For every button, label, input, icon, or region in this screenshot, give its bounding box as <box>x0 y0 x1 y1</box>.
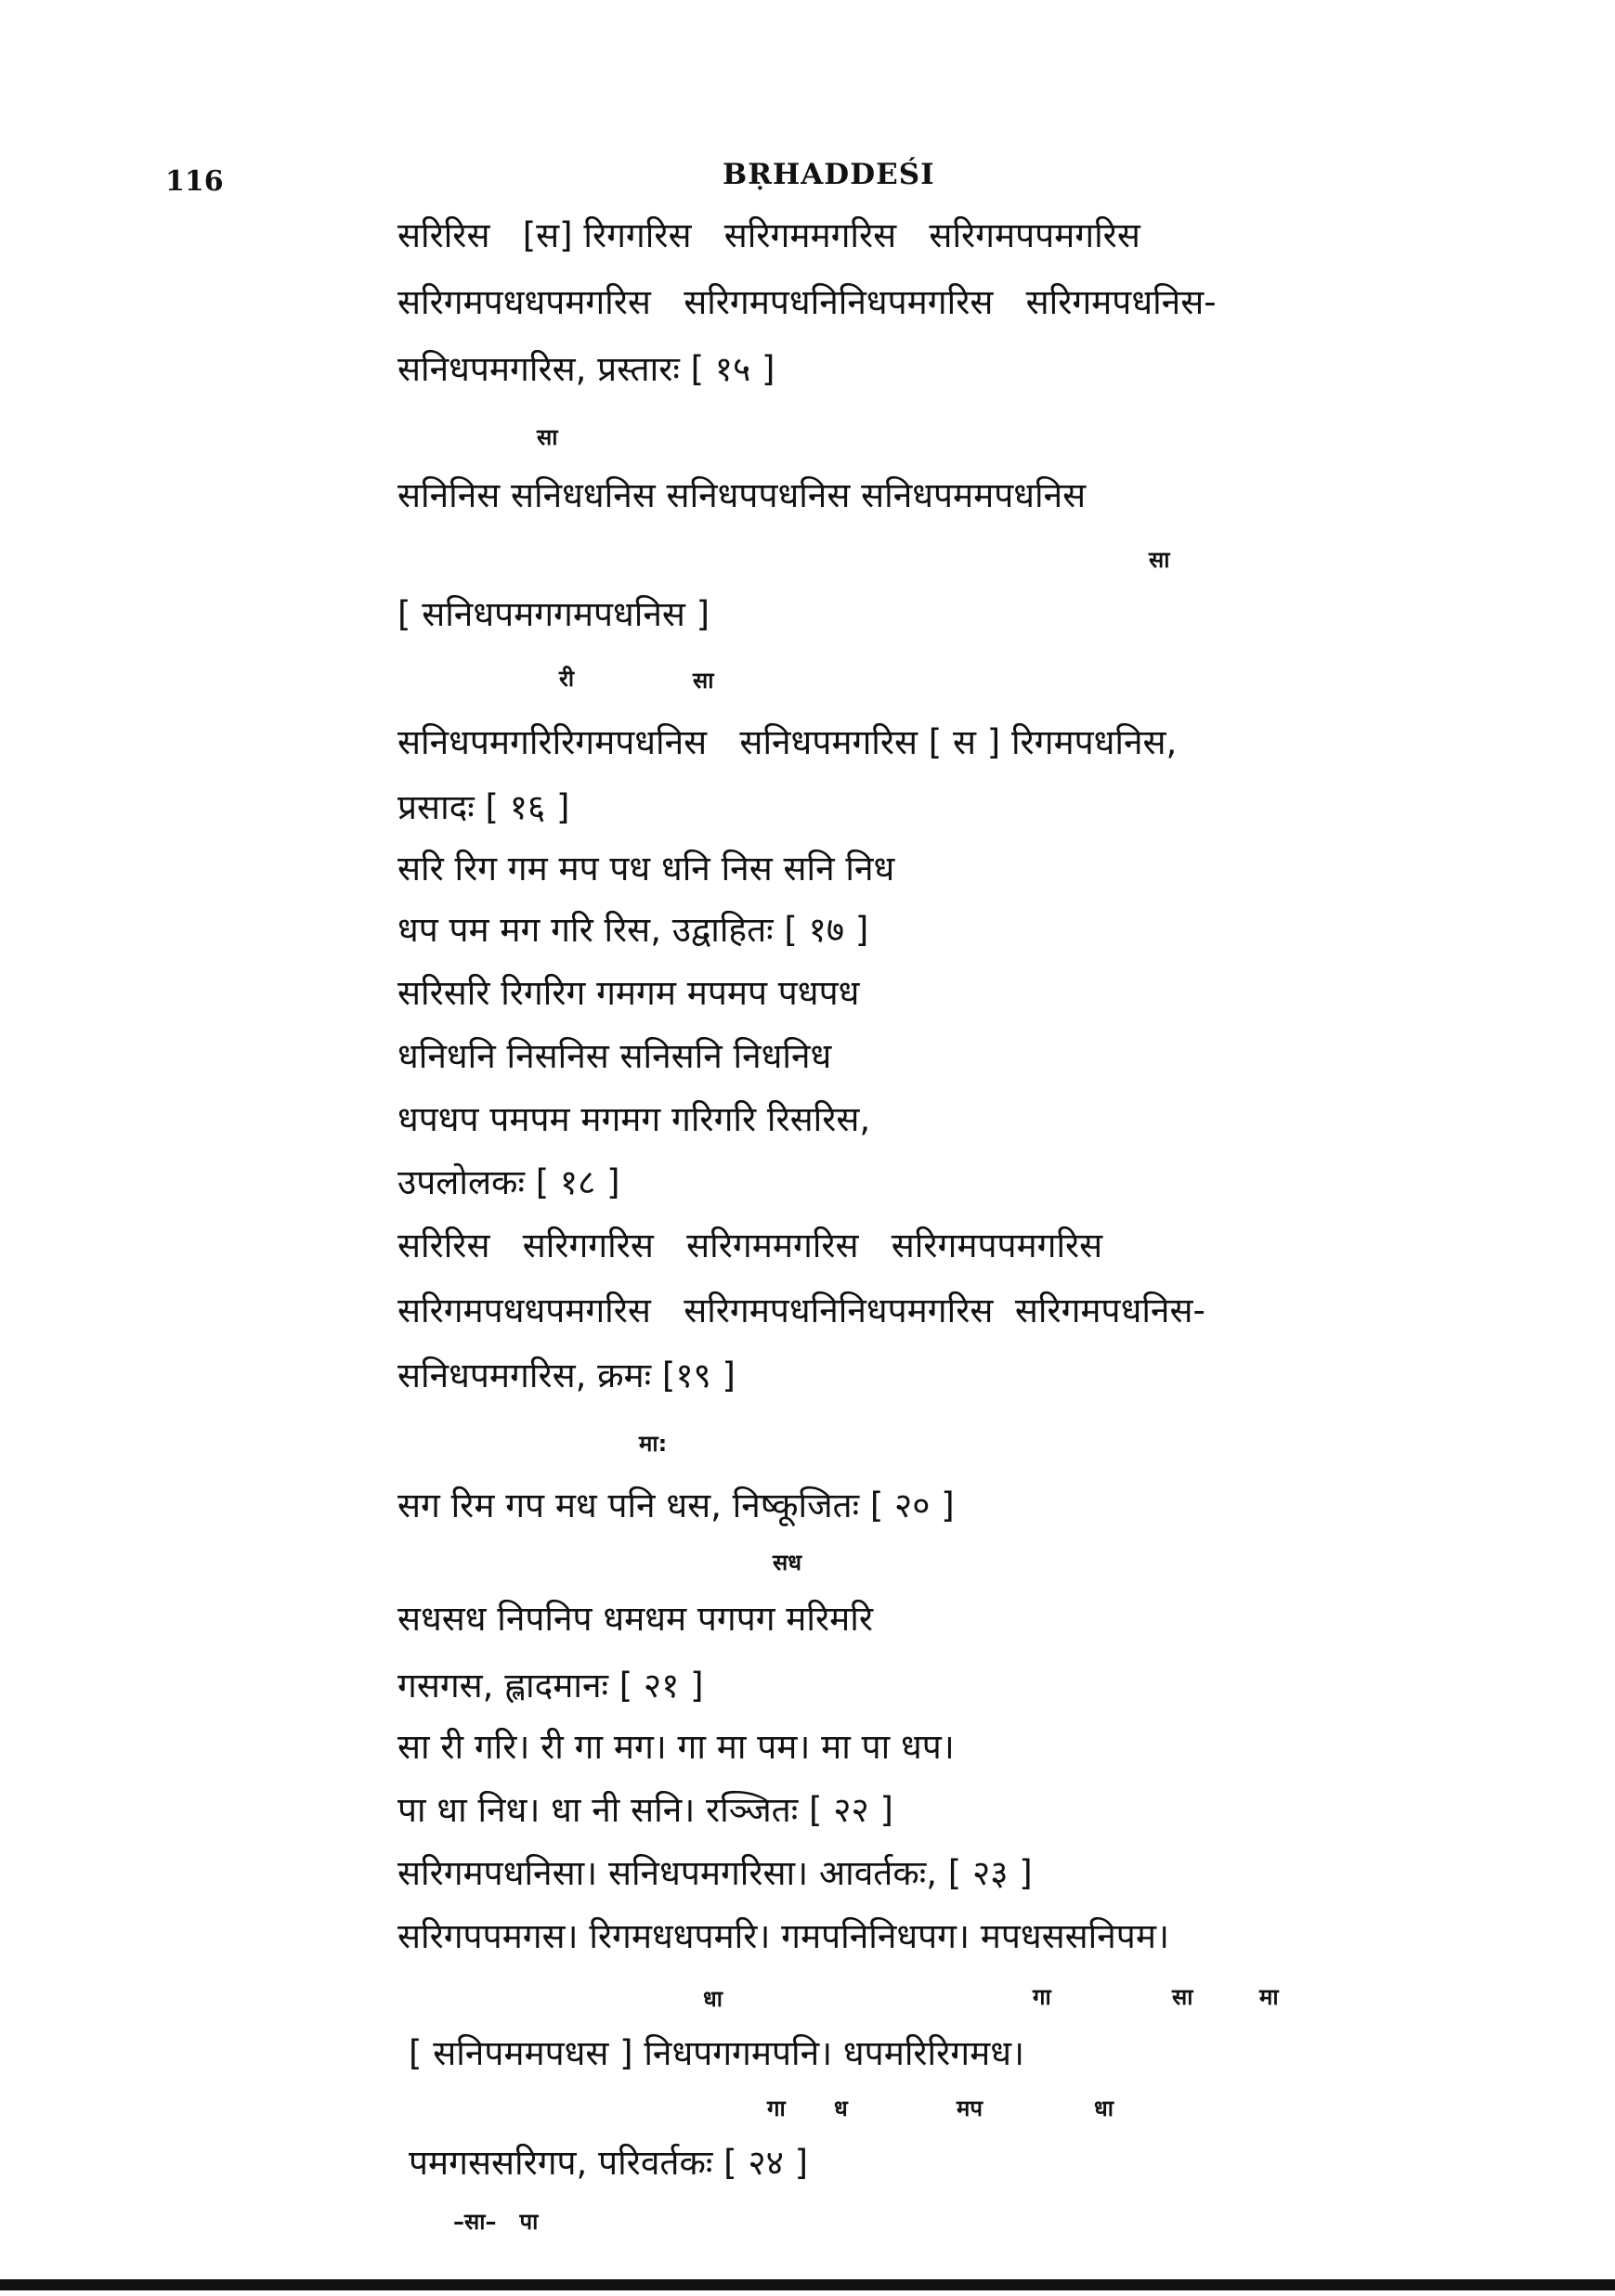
text-line: धनिधनि निसनिस सनिसनि निधनिध <box>397 1036 832 1076</box>
text-line: सरिगमपधधपमगरिस सरिगमपधनिनिधपमगरिस सरिगमपधनिस- <box>397 282 1217 322</box>
superscript-note: मा <box>1259 1984 1279 2010</box>
superscript-note: सा <box>1149 547 1170 573</box>
text-line: सनिनिस सनिधधनिस सनिधपपधनिस सनिधपममपधनिस <box>397 475 1087 515</box>
text-line: गसगस, ह्लादमानः [ २१ ] <box>397 1666 704 1706</box>
running-head: BṚHADDEŚI <box>723 158 935 191</box>
text-line: सग रिम गप मध पनि धस, निष्कूजितः [ २० ] <box>397 1485 955 1525</box>
text-line: [ सनिपममपधस ] निधपगगमपनि। धपमरिरिगमध। <box>409 2033 1024 2073</box>
superscript-note: मप <box>957 2095 983 2121</box>
superscript-note: री <box>559 666 575 692</box>
superscript-note: गा <box>767 2095 786 2121</box>
text-line: सधसध निपनिप धमधम पगपग मरिमरि <box>397 1599 873 1639</box>
superscript-note: सा <box>1172 1984 1193 2010</box>
superscript-note: –सा– पा <box>453 2209 539 2235</box>
superscript-note: धा <box>1094 2095 1114 2121</box>
text-line: सनिधपमगरिरिगमपधनिस सनिधपमगरिस [ स ] रिगमपधनिस, <box>397 722 1178 762</box>
text-line: सा री गरि। री गा मग। गा मा पम। मा पा धप। <box>397 1727 955 1767</box>
text-line: सरिरिस सरिगगरिस सरिगममगरिस सरिगमपपमगरिस <box>397 1226 1103 1265</box>
text-line: सरि रिग गम मप पध धनि निस सनि निध <box>397 849 895 889</box>
text-line: धप पम मग गरि रिस, उद्वाहितः [ १७ ] <box>397 910 869 950</box>
text-line: सनिधपमगरिस, प्रस्तारः [ १५ ] <box>397 349 775 389</box>
superscript-note: सध <box>773 1550 801 1576</box>
text-line: धपधप पमपम मगमग गरिगरि रिसरिस, <box>397 1099 871 1139</box>
text-line: सरिगमपधनिसा। सनिधपमगरिसा। आवर्तकः, [ २३ ] <box>397 1853 1033 1893</box>
superscript-note: ध <box>834 2095 848 2121</box>
text-line: सरिगमपधधपमगरिस सरिगमपधनिनिधपमगरिस सरिगमपधनिस- <box>397 1291 1205 1330</box>
text-line: सरिगपपमगस। रिगमधधपमरि। गमपनिनिधपग। मपधससनिपम। <box>397 1916 1169 1956</box>
text-line: पा धा निध। धा नी सनि। रञ्जितः [ २२ ] <box>397 1790 893 1830</box>
text-line: [ सनिधपमगगमपधनिस ] <box>397 594 710 634</box>
superscript-note: गा <box>1033 1984 1051 2010</box>
text-line: पमगससरिगप, परिवर्तकः [ २४ ] <box>409 2143 808 2183</box>
text-line: उपलोलकः [ १८ ] <box>397 1162 620 1202</box>
superscript-note: सा <box>537 424 558 450</box>
text-line: सरिरिस [स] रिगगरिस सरिगममगरिस सरिगमपपमगरिस <box>397 215 1140 255</box>
text-line: सरिसरि रिगरिग गमगम मपमप पधपध <box>397 973 860 1013</box>
superscript-note: धा <box>703 1986 723 2012</box>
text-line: सनिधपमगरिस, क्रमः [१९ ] <box>397 1356 736 1395</box>
page-number: 116 <box>165 165 224 198</box>
superscript-note: मा: <box>639 1431 668 1457</box>
text-line: प्रसादः [ १६ ] <box>397 787 570 827</box>
superscript-note: सा <box>693 668 714 694</box>
page-bottom-rule <box>0 2279 1615 2290</box>
